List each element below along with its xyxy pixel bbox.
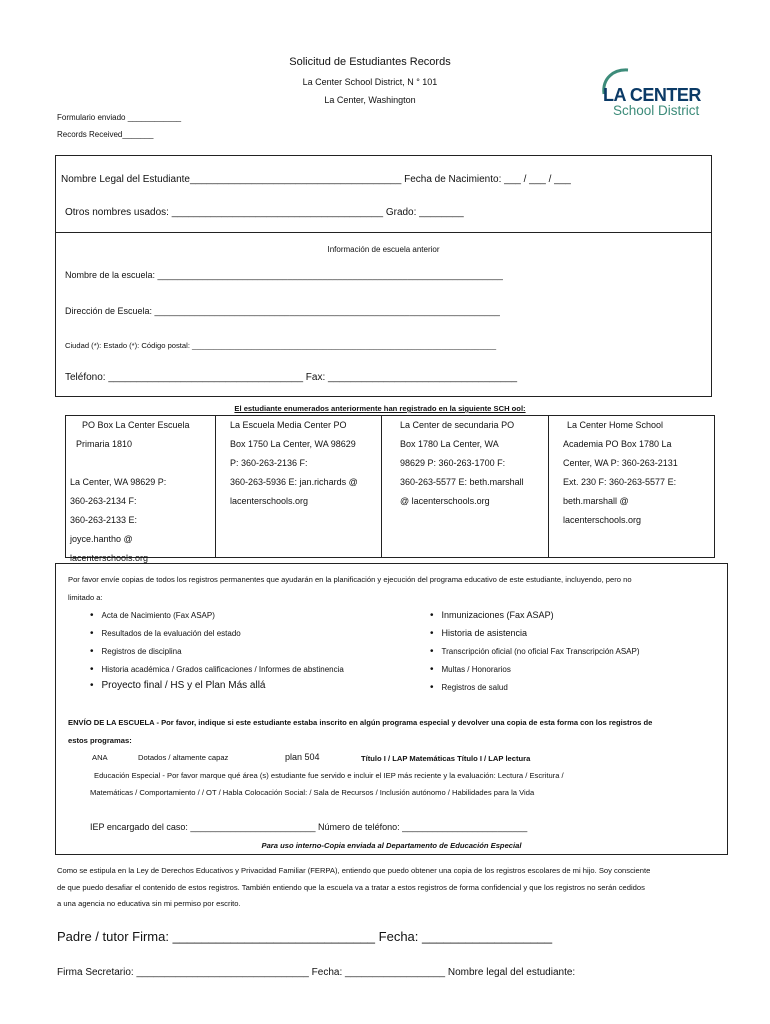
program-ana[interactable]: ANA [92, 753, 108, 762]
ferpa-line-1: Como se estipula en la Ley de Derechos Educativos y Privacidad Familiar (FERPA), entiendo que puedo obtener una copia de los registros escolares de mi hijo. Soy consciente [57, 866, 651, 875]
record-item: • Transcripción oficial (no oficial Fax Transcripción ASAP) [430, 646, 640, 657]
logo-bottom-text: School District [613, 103, 700, 118]
legal-name-field[interactable]: Nombre Legal del Estudiante______________________________________ Fecha de Nacimiento: ___ / ___ / ___ [61, 174, 571, 185]
records-intro-2: limitado a: [68, 593, 103, 602]
district-name: La Center School District, N ° 101 [302, 77, 438, 87]
school-send-heading-2: estos programas: [68, 736, 132, 745]
school-col-home: La Center Home School Academia PO Box 1780 La Center, WA P: 360-263-2131 Ext. 230 F: 360-263-5577 E: beth.marshall @ lacenterschools.org [548, 416, 714, 557]
record-item: • Proyecto final / HS y el Plan Más allá [90, 680, 265, 691]
student-info-box [55, 155, 712, 397]
record-item: • Inmunizaciones (Fax ASAP) [430, 610, 554, 621]
parent-signature-field[interactable]: Padre / tutor Firma: ____________________________ Fecha: __________________ [57, 929, 553, 944]
special-ed-line-1: Educación Especial - Por favor marque qué área (s) estudiante fue servido e incluir el IEP más reciente y la evaluación: Lectura / Escritura / [94, 771, 564, 780]
record-item: • Multas / Honorarios [430, 664, 511, 675]
special-ed-line-2: Matemáticas / Comportamiento / / OT / Habla Colocación Social: / Sala de Recursos / Inclusión autónomo / Habilidades para la Vida [90, 788, 535, 797]
program-504[interactable]: plan 504 [285, 752, 320, 762]
record-item: • Resultados de la evaluación del estado [90, 628, 241, 639]
school-phone-field[interactable]: Teléfono: ___________________________________ Fax: __________________________________ [65, 372, 518, 383]
ferpa-line-3: a una agencia no educativa sin mi permiso por escrito. [57, 899, 241, 908]
secretary-signature-field[interactable]: Firma Secretario: _______________________________ Fecha: __________________ Nombre legal del estudiante: [57, 967, 576, 978]
school-city-field[interactable]: Ciudad (*): Estado (*): Código postal: ________________________________________________________________________ [65, 341, 497, 350]
school-name-field[interactable]: Nombre de la escuela: _____________________________________________________________________ [65, 270, 503, 280]
ferpa-line-2: de que puedo desafiar el contenido de estos registros. También entiendo que la escuela va a tratar a estos registros de forma confidencial y que los registros no serán cedidos [57, 883, 645, 892]
program-gifted[interactable]: Dotados / altamente capaz [138, 753, 229, 762]
received-field: Records Received_______ [57, 130, 154, 139]
district-city: La Center, Washington [324, 95, 416, 105]
program-lap[interactable]: Título I / LAP Matemáticas Título I / LAP lectura [361, 754, 531, 763]
records-request-box [55, 563, 728, 855]
internal-use-note: Para uso interno-Copia enviada al Departamento de Educación Especial [261, 841, 522, 850]
school-col-elementary: PO Box La Center Escuela Primaria 1810 La Center, WA 98629 P: 360-263-2134 F: 360-263-2133 E: joyce.hantho @ lacenterschools.org [70, 420, 190, 563]
form-title: Solicitud de Estudiantes Records [289, 56, 451, 68]
schools-table [65, 415, 715, 563]
sent-field: Formulario enviado ____________ [57, 113, 182, 122]
school-col-middle: La Escuela Media Center PO Box 1750 La Center, WA 98629 P: 360-263-2136 F: 360-263-5936 E: jan.richards @ lacenterschools.org [215, 416, 381, 557]
records-intro: Por favor envíe copias de todos los registros permanentes que ayudarán en la planificación y ejecución del programa educativo de este estudiante, incluyendo, pero no [68, 575, 632, 584]
record-item: • Historia académica / Grados calificaciones / Informes de abstinencia [90, 664, 344, 675]
school-send-heading: ENVÍO DE LA ESCUELA - Por favor, indique si este estudiante estaba inscrito en algún programa especial y devolver una copia de esta forma con los registros de [68, 718, 653, 727]
logo-top-text: LA CENTER [603, 85, 701, 105]
record-item: • Acta de Nacimiento (Fax ASAP) [90, 610, 215, 621]
record-item: • Registros de salud [430, 682, 508, 693]
school-address-field[interactable]: Dirección de Escuela: _____________________________________________________________________ [65, 306, 500, 316]
schools-heading: El estudiante enumerados anteriormente han registrado en la siguiente SCH ool: [234, 404, 526, 413]
record-item: • Registros de disciplina [90, 646, 182, 657]
other-names-field[interactable]: Otros nombres usados: ______________________________________ Grado: ________ [65, 207, 464, 218]
previous-school-heading: Información de escuela anterior [327, 245, 440, 254]
iep-case-manager-field[interactable]: IEP encargado del caso: _________________________ Número de teléfono: _________________________ [90, 822, 528, 832]
school-col-high: La Center de secundaria PO Box 1780 La Center, WA 98629 P: 360-263-1700 F: 360-263-5577 E: beth.marshall @ lacenterschools.org [381, 416, 548, 557]
record-item: • Historia de asistencia [430, 628, 527, 639]
